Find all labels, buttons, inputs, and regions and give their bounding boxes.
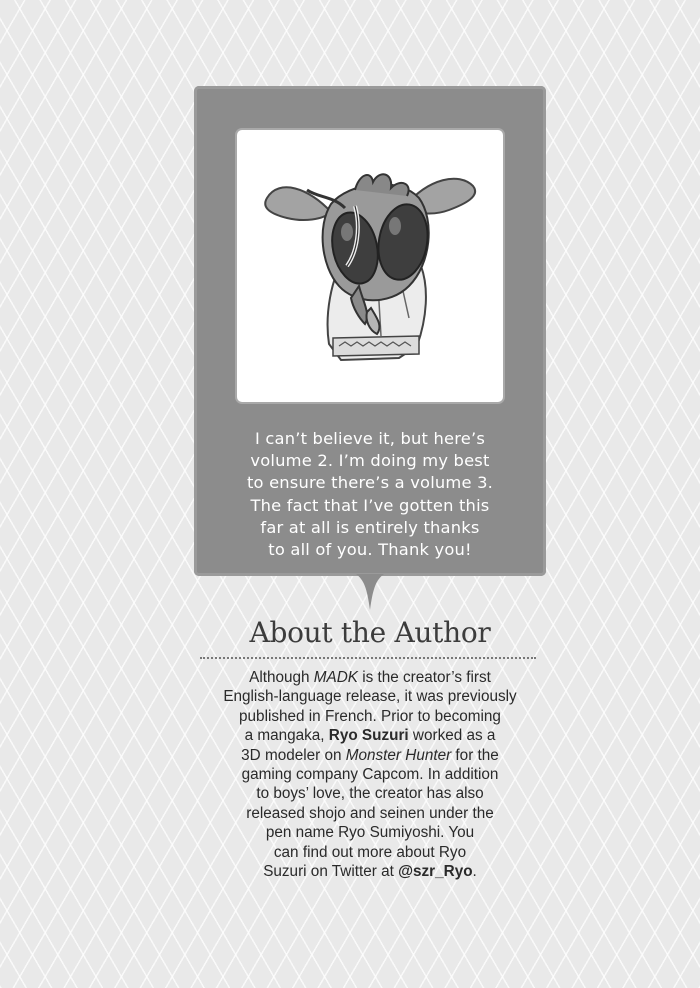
about-the-author-heading: About the Author [249,616,491,649]
bio-text: for the [451,746,499,764]
bio-line: released shojo and seinen under the [246,804,494,822]
bio-line: pen name Ryo Sumiyoshi. You [265,824,475,842]
message-line: I can’t believe it, but here’s [254,429,486,448]
bio-line: English-language release, it was previously [223,688,517,706]
bio-line [200,746,540,765]
heading-divider [200,657,536,659]
bio-text: a mangaka, [244,727,329,745]
bio-line [200,862,540,881]
bio-line: can find out more about Ryo [273,843,467,861]
bio-text: . [472,863,477,881]
bio-text: 3D modeler on [241,746,346,764]
bio-author-name: Ryo Suzuri [328,727,409,745]
message-line: The fact that I’ve gotten this [250,495,490,515]
bio-line: gaming company Capcom. In addition [241,766,499,784]
bio-line: published in French. Prior to becoming [239,707,501,725]
bio-text: worked as a [408,727,496,745]
message-line: far at all is entirely thanks [260,517,480,537]
bio-line: to boys’ love, the creator has also [256,785,484,803]
fly-mascot-illustration [259,168,481,364]
bio-line [200,726,540,745]
message-line: to all of you. Thank you! [268,540,472,560]
message-line: volume 2. I’m doing my best [250,451,490,471]
author-note-message [215,428,525,561]
bio-text: Although [249,669,314,686]
author-portrait-frame [237,130,503,402]
bio-text: Suzuri on Twitter at [263,863,399,881]
bio-game-title: Monster Hunter [345,746,452,764]
bio-text: is the creator’s first [357,669,491,686]
message-line: to ensure there’s a volume 3. [246,473,494,493]
bio-line [200,668,540,687]
card-pointer [356,574,384,610]
bio-book-title: MADK [313,669,358,686]
twitter-handle: @szr_Ryo [398,863,473,881]
author-bio [200,668,540,881]
